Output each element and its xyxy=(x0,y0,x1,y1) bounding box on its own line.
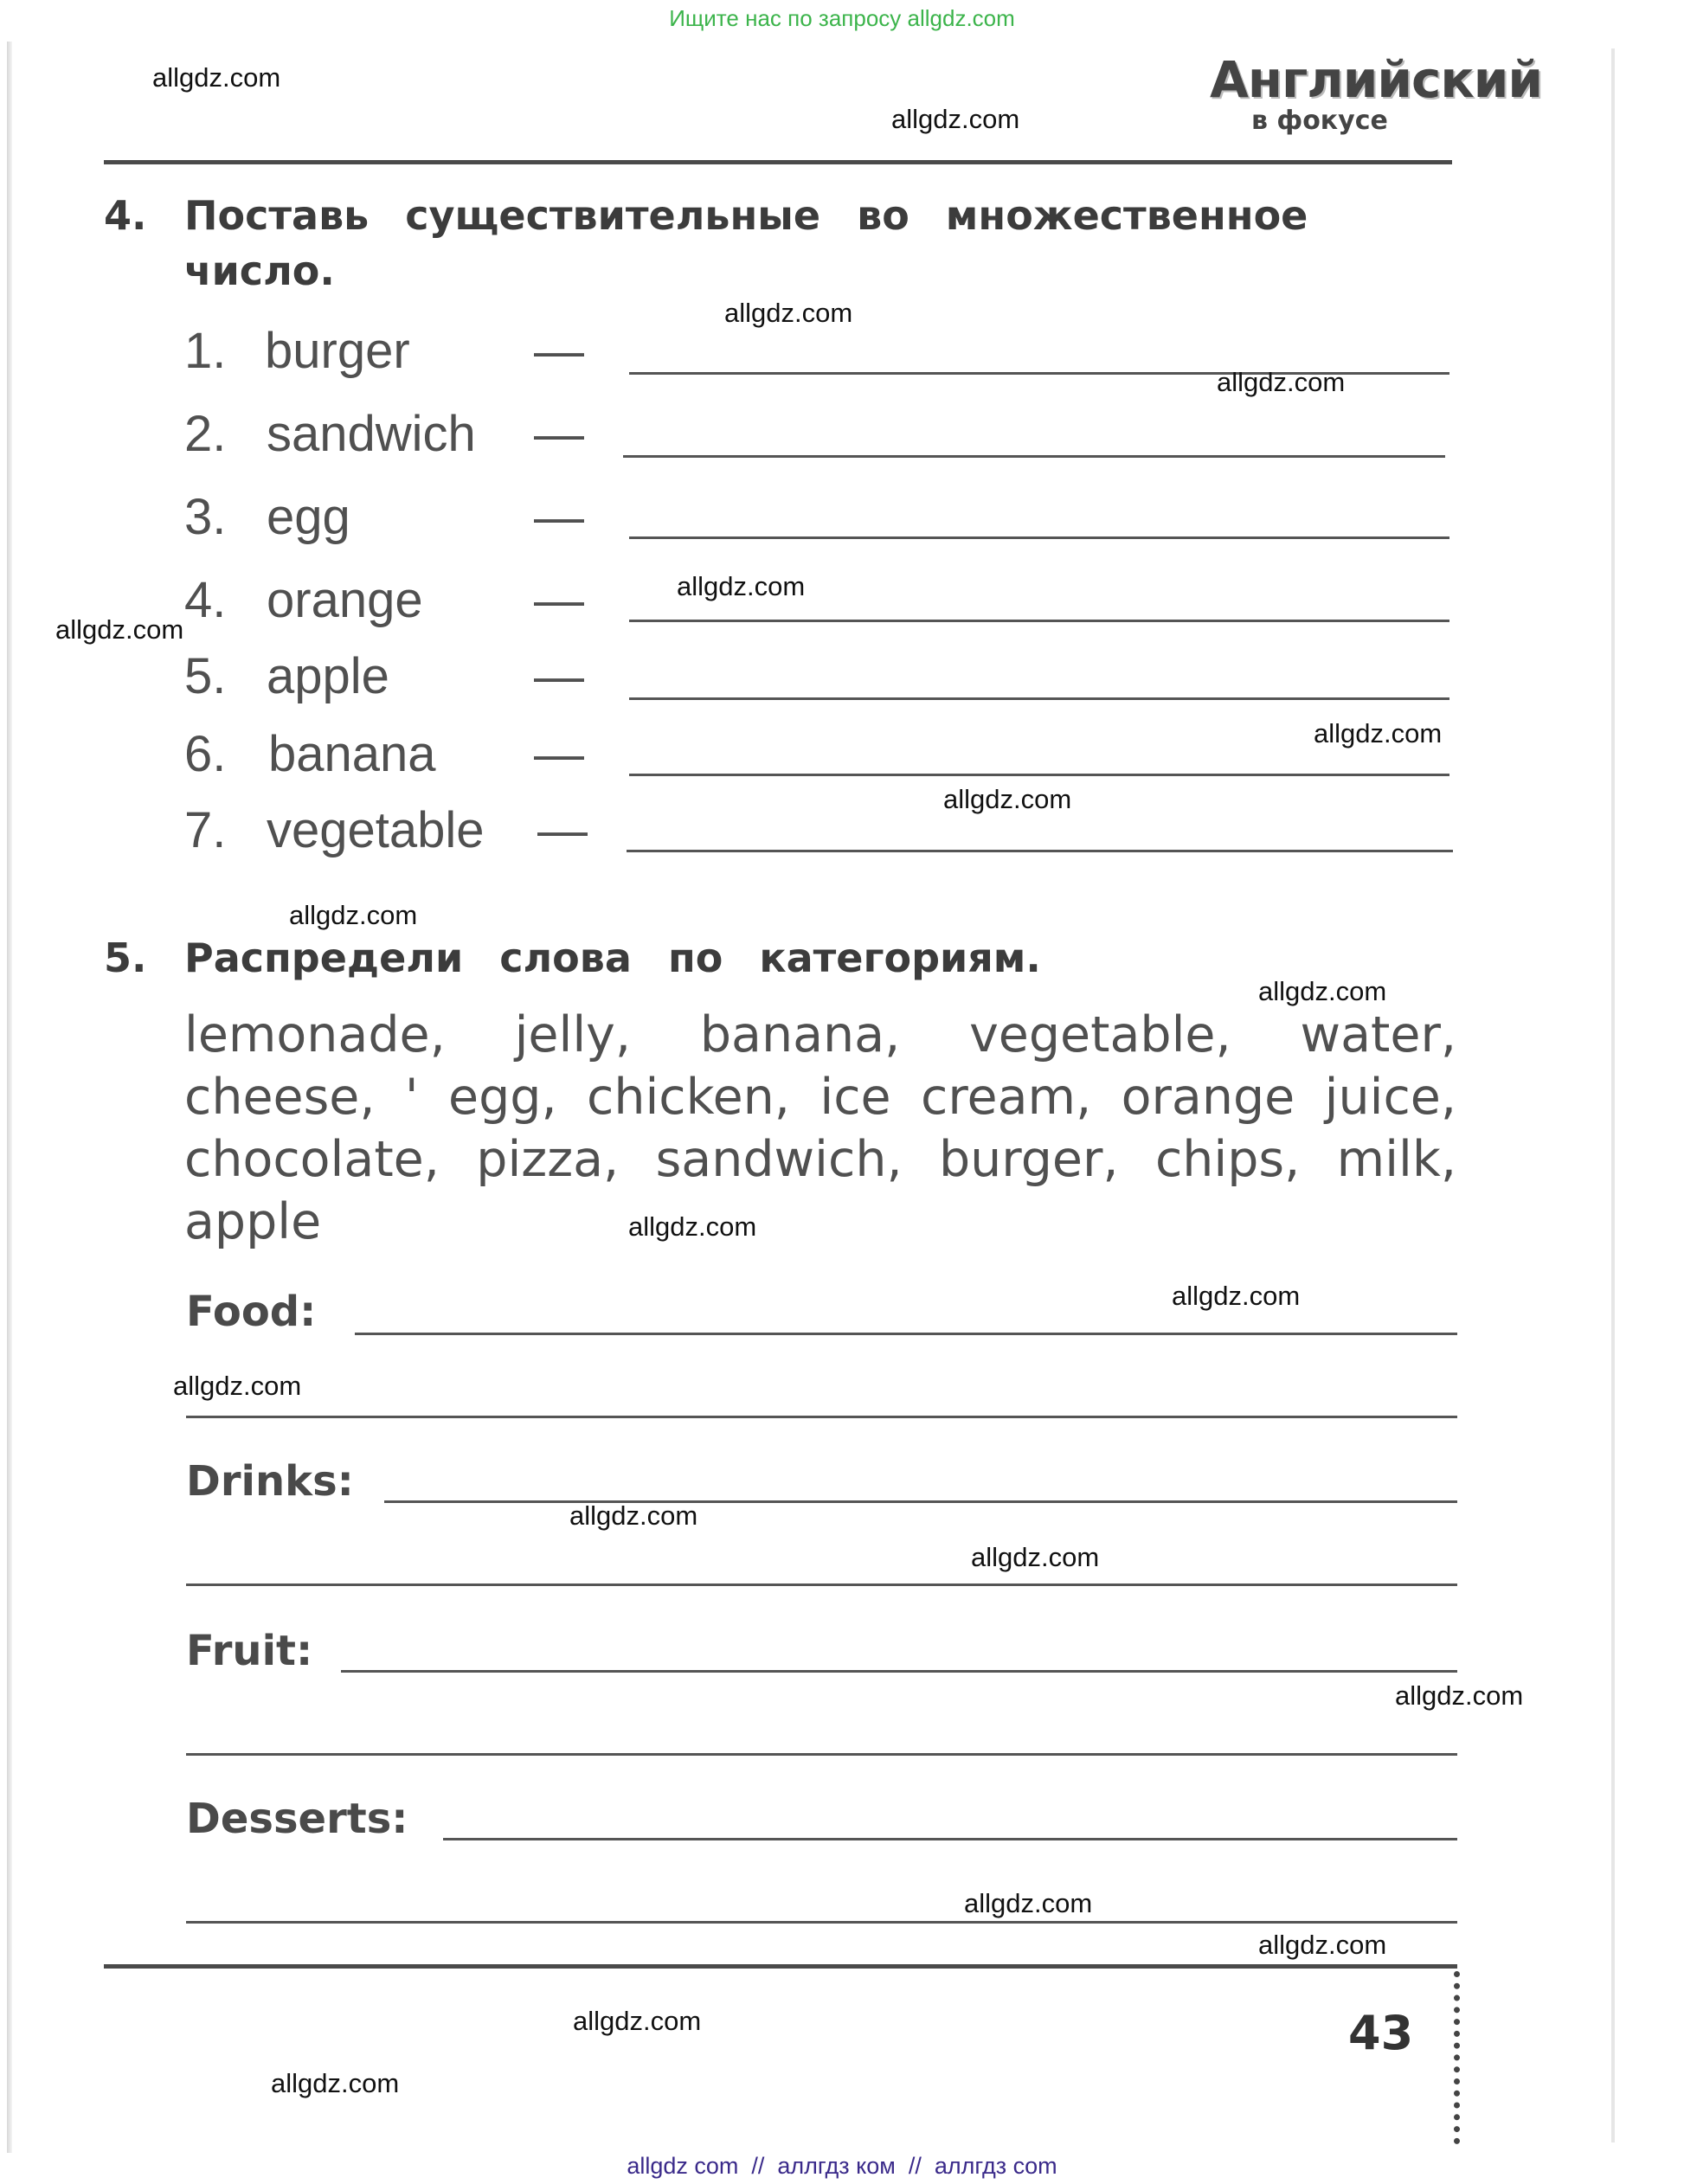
category-food-line[interactable] xyxy=(355,1333,1457,1335)
watermark: allgdz.com xyxy=(55,614,184,645)
category-desserts-line[interactable] xyxy=(443,1838,1457,1840)
task4-item-word: apple xyxy=(267,648,389,704)
watermark: allgdz.com xyxy=(569,1500,698,1531)
watermark: allgdz.com xyxy=(891,104,1020,134)
category-fruit-line[interactable] xyxy=(341,1670,1457,1673)
watermark: allgdz.com xyxy=(1217,367,1346,397)
task5-number: 5. xyxy=(104,935,147,981)
task4-title-cont: число. xyxy=(184,247,335,294)
task4-number: 4. xyxy=(104,192,147,239)
watermark: allgdz.com xyxy=(271,2068,400,2098)
task4-item-dash: — xyxy=(534,406,584,462)
task4-item-dash: — xyxy=(534,323,584,379)
watermark: allgdz.com xyxy=(573,2006,702,2036)
watermark: allgdz.com xyxy=(971,1542,1100,1572)
task4-item-word: vegetable xyxy=(267,802,485,858)
task4-item-dash: — xyxy=(534,648,584,704)
category-food-line[interactable] xyxy=(186,1416,1457,1418)
watermark: allgdz.com xyxy=(964,1888,1093,1918)
footer-rule xyxy=(104,1964,1457,1969)
task4-item-dash: — xyxy=(534,489,584,545)
task4-item-word: banana xyxy=(268,726,436,782)
task4-item-word: egg xyxy=(267,489,350,545)
task4-item-word: burger xyxy=(265,323,410,379)
top-banner-link[interactable]: Ищите нас по запросу allgdz.com xyxy=(669,5,1015,31)
watermark: allgdz.com xyxy=(1314,718,1443,748)
task4-answer-line[interactable] xyxy=(627,850,1453,852)
task5-title: Распредели слова по категориям. xyxy=(184,935,1041,981)
category-drinks-line[interactable] xyxy=(186,1583,1457,1586)
watermark: allgdz.com xyxy=(677,571,806,601)
watermark: allgdz.com xyxy=(289,900,418,930)
watermark: allgdz.com xyxy=(1258,976,1387,1006)
watermark: allgdz.com xyxy=(628,1211,757,1242)
category-desserts-label: Desserts: xyxy=(186,1795,408,1843)
page-number: 43 xyxy=(1348,2006,1414,2060)
task4-item-dash: — xyxy=(534,726,584,782)
watermark: allgdz.com xyxy=(173,1371,302,1401)
watermark: allgdz.com xyxy=(1395,1680,1524,1711)
task4-item-number: 7. xyxy=(184,802,227,858)
task4-item-dash: — xyxy=(537,802,588,858)
page-edge-right xyxy=(1611,48,1615,2142)
header-rule xyxy=(104,160,1452,164)
category-food-label: Food: xyxy=(186,1288,317,1336)
task4-item-number: 3. xyxy=(184,489,227,545)
task4-item-number: 1. xyxy=(184,323,227,379)
task4-item-word: orange xyxy=(267,572,423,628)
watermark: allgdz.com xyxy=(1258,1930,1387,1960)
word-bank: lemonade, jelly, banana, vegetable, water, cheese, ' egg, chicken, ice cream, orange juice, chocolate, pizza, sandwich, burger, chips, milk, apple xyxy=(184,1006,1456,1250)
watermark: allgdz.com xyxy=(943,784,1072,814)
category-fruit-label: Fruit: xyxy=(186,1627,313,1675)
book-logo-title: Английский xyxy=(1210,50,1543,109)
page-dotted-edge xyxy=(1454,1971,1460,2144)
task4-item-number: 4. xyxy=(184,572,227,628)
footer-links[interactable]: allgdz com // аллгдз ком // аллгдз com xyxy=(627,2153,1057,2179)
task4-item-word: sandwich xyxy=(267,406,476,462)
category-fruit-line[interactable] xyxy=(186,1753,1457,1756)
task4-answer-line[interactable] xyxy=(629,536,1449,539)
task4-answer-line[interactable] xyxy=(629,620,1449,622)
watermark: allgdz.com xyxy=(724,298,853,328)
book-logo-subtitle: в фокусе xyxy=(1251,106,1388,136)
task4-title: Поставь существительные во множественное xyxy=(184,192,1308,239)
task4-answer-line[interactable] xyxy=(629,774,1449,776)
task4-item-number: 5. xyxy=(184,648,227,704)
category-drinks-line[interactable] xyxy=(384,1500,1457,1503)
page-edge-left xyxy=(7,42,12,2153)
watermark: allgdz.com xyxy=(1172,1281,1301,1311)
watermark: allgdz.com xyxy=(152,62,281,93)
task4-answer-line[interactable] xyxy=(623,455,1445,458)
task4-answer-line[interactable] xyxy=(629,697,1449,700)
task4-item-number: 2. xyxy=(184,406,227,462)
category-drinks-label: Drinks: xyxy=(186,1457,354,1506)
category-desserts-line[interactable] xyxy=(186,1921,1457,1924)
task4-item-dash: — xyxy=(534,572,584,628)
task4-item-number: 6. xyxy=(184,726,227,782)
